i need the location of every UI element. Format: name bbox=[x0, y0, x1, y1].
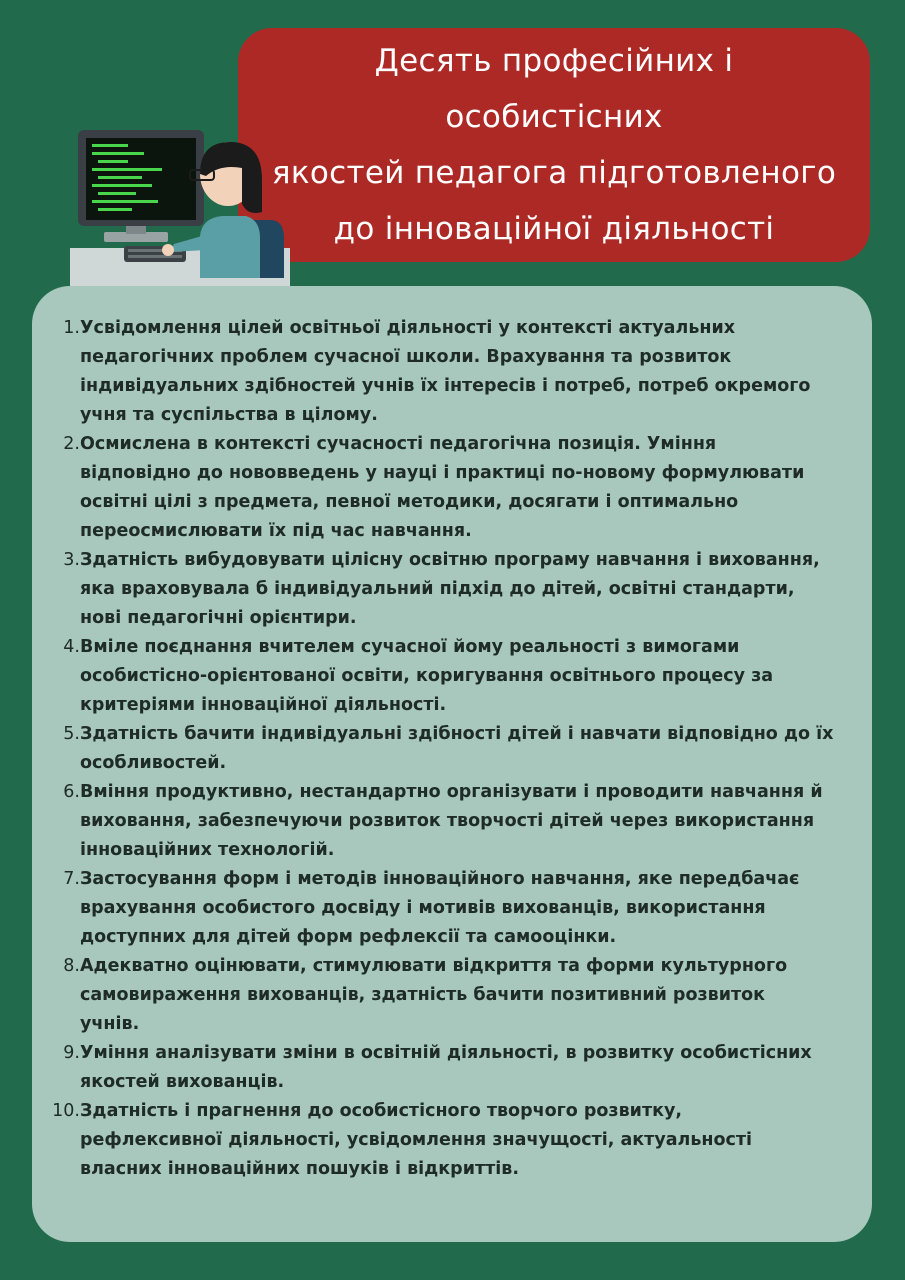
item-line: Вміння продуктивно, нестандартно організувати і проводити навчання й bbox=[80, 782, 823, 802]
item-line: Здатність бачити індивідуальні здібності дітей і навчати відповідно до їх bbox=[80, 724, 834, 744]
item-line: самовираження вихованців, здатність бачити позитивний розвиток bbox=[80, 985, 766, 1005]
item-line: Усвідомлення цілей освітньої діяльності у контексті актуальних bbox=[80, 318, 736, 338]
list-item bbox=[32, 546, 872, 633]
item-line: Уміння аналізувати зміни в освітній діяльності, в розвитку особистісних bbox=[80, 1043, 812, 1063]
title-banner bbox=[238, 28, 870, 262]
item-line: освітні цілі з предмета, певної методики, досягати і оптимально bbox=[80, 492, 739, 512]
item-number: 9. bbox=[63, 1043, 80, 1063]
item-line: рефлексивної діяльності, усвідомлення значущості, актуальності bbox=[80, 1130, 753, 1150]
item-line: особливостей. bbox=[80, 753, 227, 773]
list-item bbox=[32, 1097, 872, 1184]
item-line: особистісно-орієнтованої освіти, коригування освітнього процесу за bbox=[80, 666, 774, 686]
item-line: якостей вихованців. bbox=[80, 1072, 285, 1092]
item-line: переосмислювати їх під час навчання. bbox=[80, 521, 472, 541]
list-item bbox=[32, 1039, 872, 1097]
list-item bbox=[32, 314, 872, 430]
item-number: 10. bbox=[52, 1101, 80, 1121]
item-number: 4. bbox=[63, 637, 80, 657]
item-line: індивідуальних здібностей учнів їх інтересів і потреб, потреб окремого bbox=[80, 376, 811, 396]
item-number: 3. bbox=[63, 550, 80, 570]
item-number: 6. bbox=[63, 782, 80, 802]
item-line: Здатність і прагнення до особистісного творчого розвитку, bbox=[80, 1101, 683, 1121]
shirt bbox=[200, 216, 260, 278]
item-line: Вміле поєднання вчителем сучасної йому реальності з вимогами bbox=[80, 637, 740, 657]
hand bbox=[162, 244, 174, 256]
item-line: учня та суспільства в цілому. bbox=[80, 405, 378, 425]
item-line: врахування особистого досвіду і мотивів вихованців, використання bbox=[80, 898, 766, 918]
item-line: виховання, забезпечуючи розвиток творчості дітей через використання bbox=[80, 811, 815, 831]
list-item bbox=[32, 720, 872, 778]
item-line: доступних для дітей форм рефлексії та самооцінки. bbox=[80, 927, 617, 947]
item-line: яка враховувала б індивідуальний підхід до дітей, освітні стандарти, bbox=[80, 579, 795, 599]
person-at-computer-illustration bbox=[70, 128, 290, 286]
item-number: 7. bbox=[63, 869, 80, 889]
title-line: якостей педагога підготовленого bbox=[271, 155, 837, 191]
arm bbox=[170, 236, 206, 252]
item-line: власних інноваційних пошуків і відкриттів. bbox=[80, 1159, 519, 1179]
list-item bbox=[32, 865, 872, 952]
item-line: критеріями інноваційної діяльності. bbox=[80, 695, 447, 715]
item-number: 2. bbox=[63, 434, 80, 454]
list-item bbox=[32, 778, 872, 865]
list-item bbox=[32, 633, 872, 720]
item-number: 1. bbox=[63, 318, 80, 338]
qualities-list bbox=[32, 314, 872, 1184]
title-line: до інноваційної діяльності bbox=[333, 211, 775, 247]
item-line: Застосування форм і методів інноваційного навчання, яке передбачає bbox=[80, 869, 800, 889]
item-line: Адекватно оцінювати, стимулювати відкриття та форми культурного bbox=[80, 956, 788, 976]
content-panel bbox=[32, 286, 872, 1242]
item-line: відповідно до нововведень у науці і практиці по-новому формулювати bbox=[80, 463, 805, 483]
item-line: Осмислена в контексті сучасності педагогічна позиція. Уміння bbox=[80, 434, 717, 454]
title-line: Десять професійних і особистісних bbox=[374, 43, 734, 135]
item-line: учнів. bbox=[80, 1014, 140, 1034]
item-line: педагогічних проблем сучасної школи. Врахування та розвиток bbox=[80, 347, 732, 367]
item-number: 5. bbox=[63, 724, 80, 744]
page-title bbox=[262, 33, 846, 257]
item-line: інноваційних технологій. bbox=[80, 840, 335, 860]
list-item bbox=[32, 952, 872, 1039]
item-number: 8. bbox=[63, 956, 80, 976]
item-line: нові педагогічні орієнтири. bbox=[80, 608, 357, 628]
item-line: Здатність вибудовувати цілісну освітню програму навчання і виховання, bbox=[80, 550, 820, 570]
list-item bbox=[32, 430, 872, 546]
